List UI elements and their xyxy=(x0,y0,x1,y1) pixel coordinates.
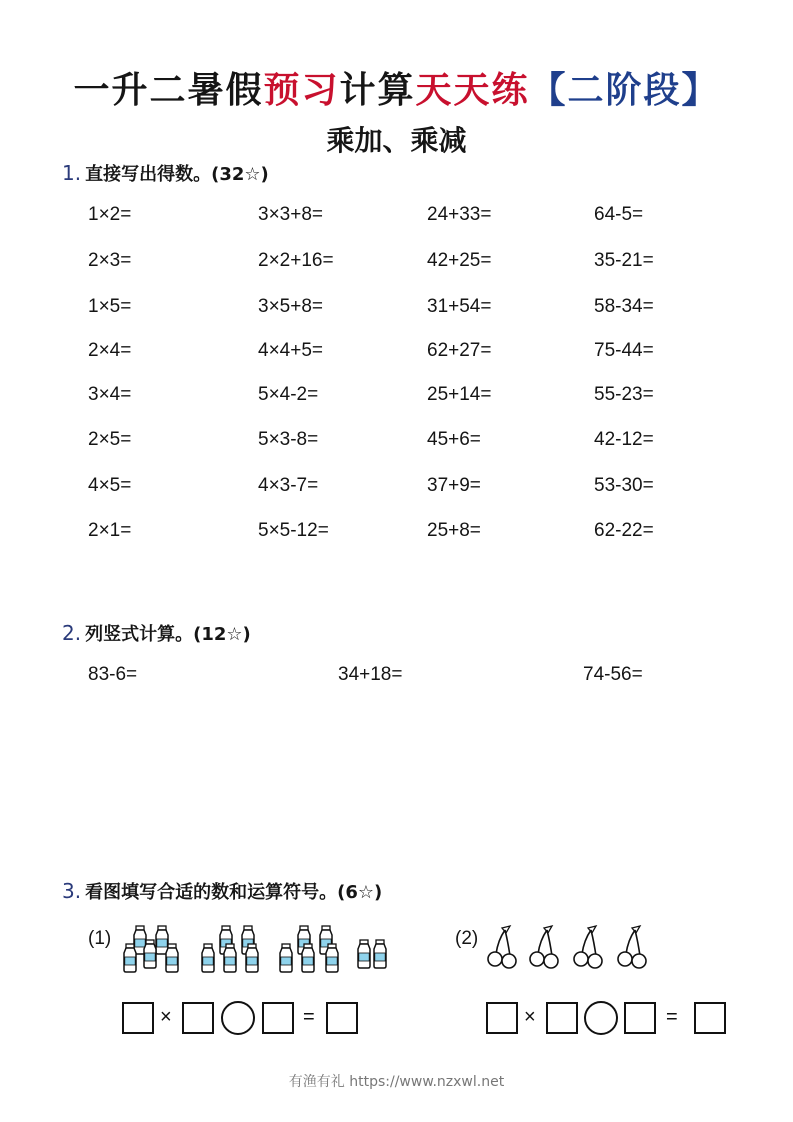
calc-problem: 3×4= xyxy=(88,384,132,405)
vertical-problem-2: 34+18= xyxy=(338,664,403,685)
answer-box-1b[interactable] xyxy=(182,1002,214,1034)
section-1-heading xyxy=(62,160,269,186)
calc-problem: 2×2+16= xyxy=(258,250,334,271)
calc-problem: 4×3-7= xyxy=(258,475,319,496)
equals-sign-2: = xyxy=(666,1006,678,1028)
title-part-2: 预习 xyxy=(263,70,340,111)
page-subtitle: 乘加、乘减 xyxy=(326,124,467,157)
answer-box-2d[interactable] xyxy=(694,1002,726,1034)
calc-problem: 2×1= xyxy=(88,520,132,541)
title-part-5: 【二阶段】 xyxy=(529,70,720,111)
calc-problem: 62+27= xyxy=(427,340,492,361)
calc-problem: 1×2= xyxy=(88,204,132,225)
calc-problem: 58-34= xyxy=(594,296,654,317)
section-1-number: 1. xyxy=(62,161,82,185)
vertical-problem-3: 74-56= xyxy=(583,664,643,685)
calc-problem: 42+25= xyxy=(427,250,492,271)
calc-problem: 2×4= xyxy=(88,340,132,361)
calc-problem: 53-30= xyxy=(594,475,654,496)
calc-problem: 25+8= xyxy=(427,520,481,541)
calc-problem: 4×5= xyxy=(88,475,132,496)
answer-box-2c[interactable] xyxy=(624,1002,656,1034)
calc-problem: 55-23= xyxy=(594,384,654,405)
calc-problem: 1×5= xyxy=(88,296,132,317)
calc-problem: 4×4+5= xyxy=(258,340,323,361)
operator-circle-2[interactable] xyxy=(584,1001,618,1035)
title-part-3: 计算 xyxy=(339,70,416,111)
item-2-label: (2) xyxy=(455,928,479,949)
section-3-number: 3. xyxy=(62,879,82,903)
operator-circle-1[interactable] xyxy=(221,1001,255,1035)
section-2-title: 列竖式计算。(12☆) xyxy=(85,624,251,645)
calc-problem: 45+6= xyxy=(427,429,481,450)
times-sign-1: × xyxy=(160,1006,172,1028)
answer-box-1c[interactable] xyxy=(262,1002,294,1034)
cherry-pairs-icon xyxy=(486,922,656,972)
calc-problem: 5×4-2= xyxy=(258,384,319,405)
vertical-problem-1: 83-6= xyxy=(88,664,138,685)
section-3-title: 看图填写合适的数和运算符号。(6☆) xyxy=(85,882,383,903)
item-1-label: (1) xyxy=(88,928,112,949)
calc-problem: 3×3+8= xyxy=(258,204,323,225)
answer-box-2a[interactable] xyxy=(486,1002,518,1034)
answer-box-1a[interactable] xyxy=(122,1002,154,1034)
section-2-number: 2. xyxy=(62,621,82,645)
calc-problem: 3×5+8= xyxy=(258,296,323,317)
calc-problem: 5×3-8= xyxy=(258,429,319,450)
calc-problem: 2×5= xyxy=(88,429,132,450)
calc-problem: 64-5= xyxy=(594,204,644,225)
section-2-heading xyxy=(62,620,251,646)
calc-problem: 37+9= xyxy=(427,475,481,496)
calc-problem: 75-44= xyxy=(594,340,654,361)
calc-problem: 25+14= xyxy=(427,384,492,405)
bottle-groups-icon xyxy=(120,922,390,978)
calc-problem: 24+33= xyxy=(427,204,492,225)
times-sign-2: × xyxy=(524,1006,536,1028)
section-1-title: 直接写出得数。(32☆) xyxy=(85,164,269,185)
calc-problem: 62-22= xyxy=(594,520,654,541)
calc-problem: 31+54= xyxy=(427,296,492,317)
answer-box-2b[interactable] xyxy=(546,1002,578,1034)
calc-problem: 5×5-12= xyxy=(258,520,329,541)
calc-problem: 2×3= xyxy=(88,250,132,271)
answer-box-1d[interactable] xyxy=(326,1002,358,1034)
section-3-heading xyxy=(62,878,382,904)
page-title xyxy=(0,62,793,113)
calc-problem: 42-12= xyxy=(594,429,654,450)
calc-problem: 35-21= xyxy=(594,250,654,271)
title-part-4: 天天练 xyxy=(415,70,530,111)
equals-sign-1: = xyxy=(303,1006,315,1028)
title-part-1: 一升二暑假 xyxy=(73,70,264,111)
footer-watermark: 有渔有礼 https://www.nzxwl.net xyxy=(288,1074,505,1090)
